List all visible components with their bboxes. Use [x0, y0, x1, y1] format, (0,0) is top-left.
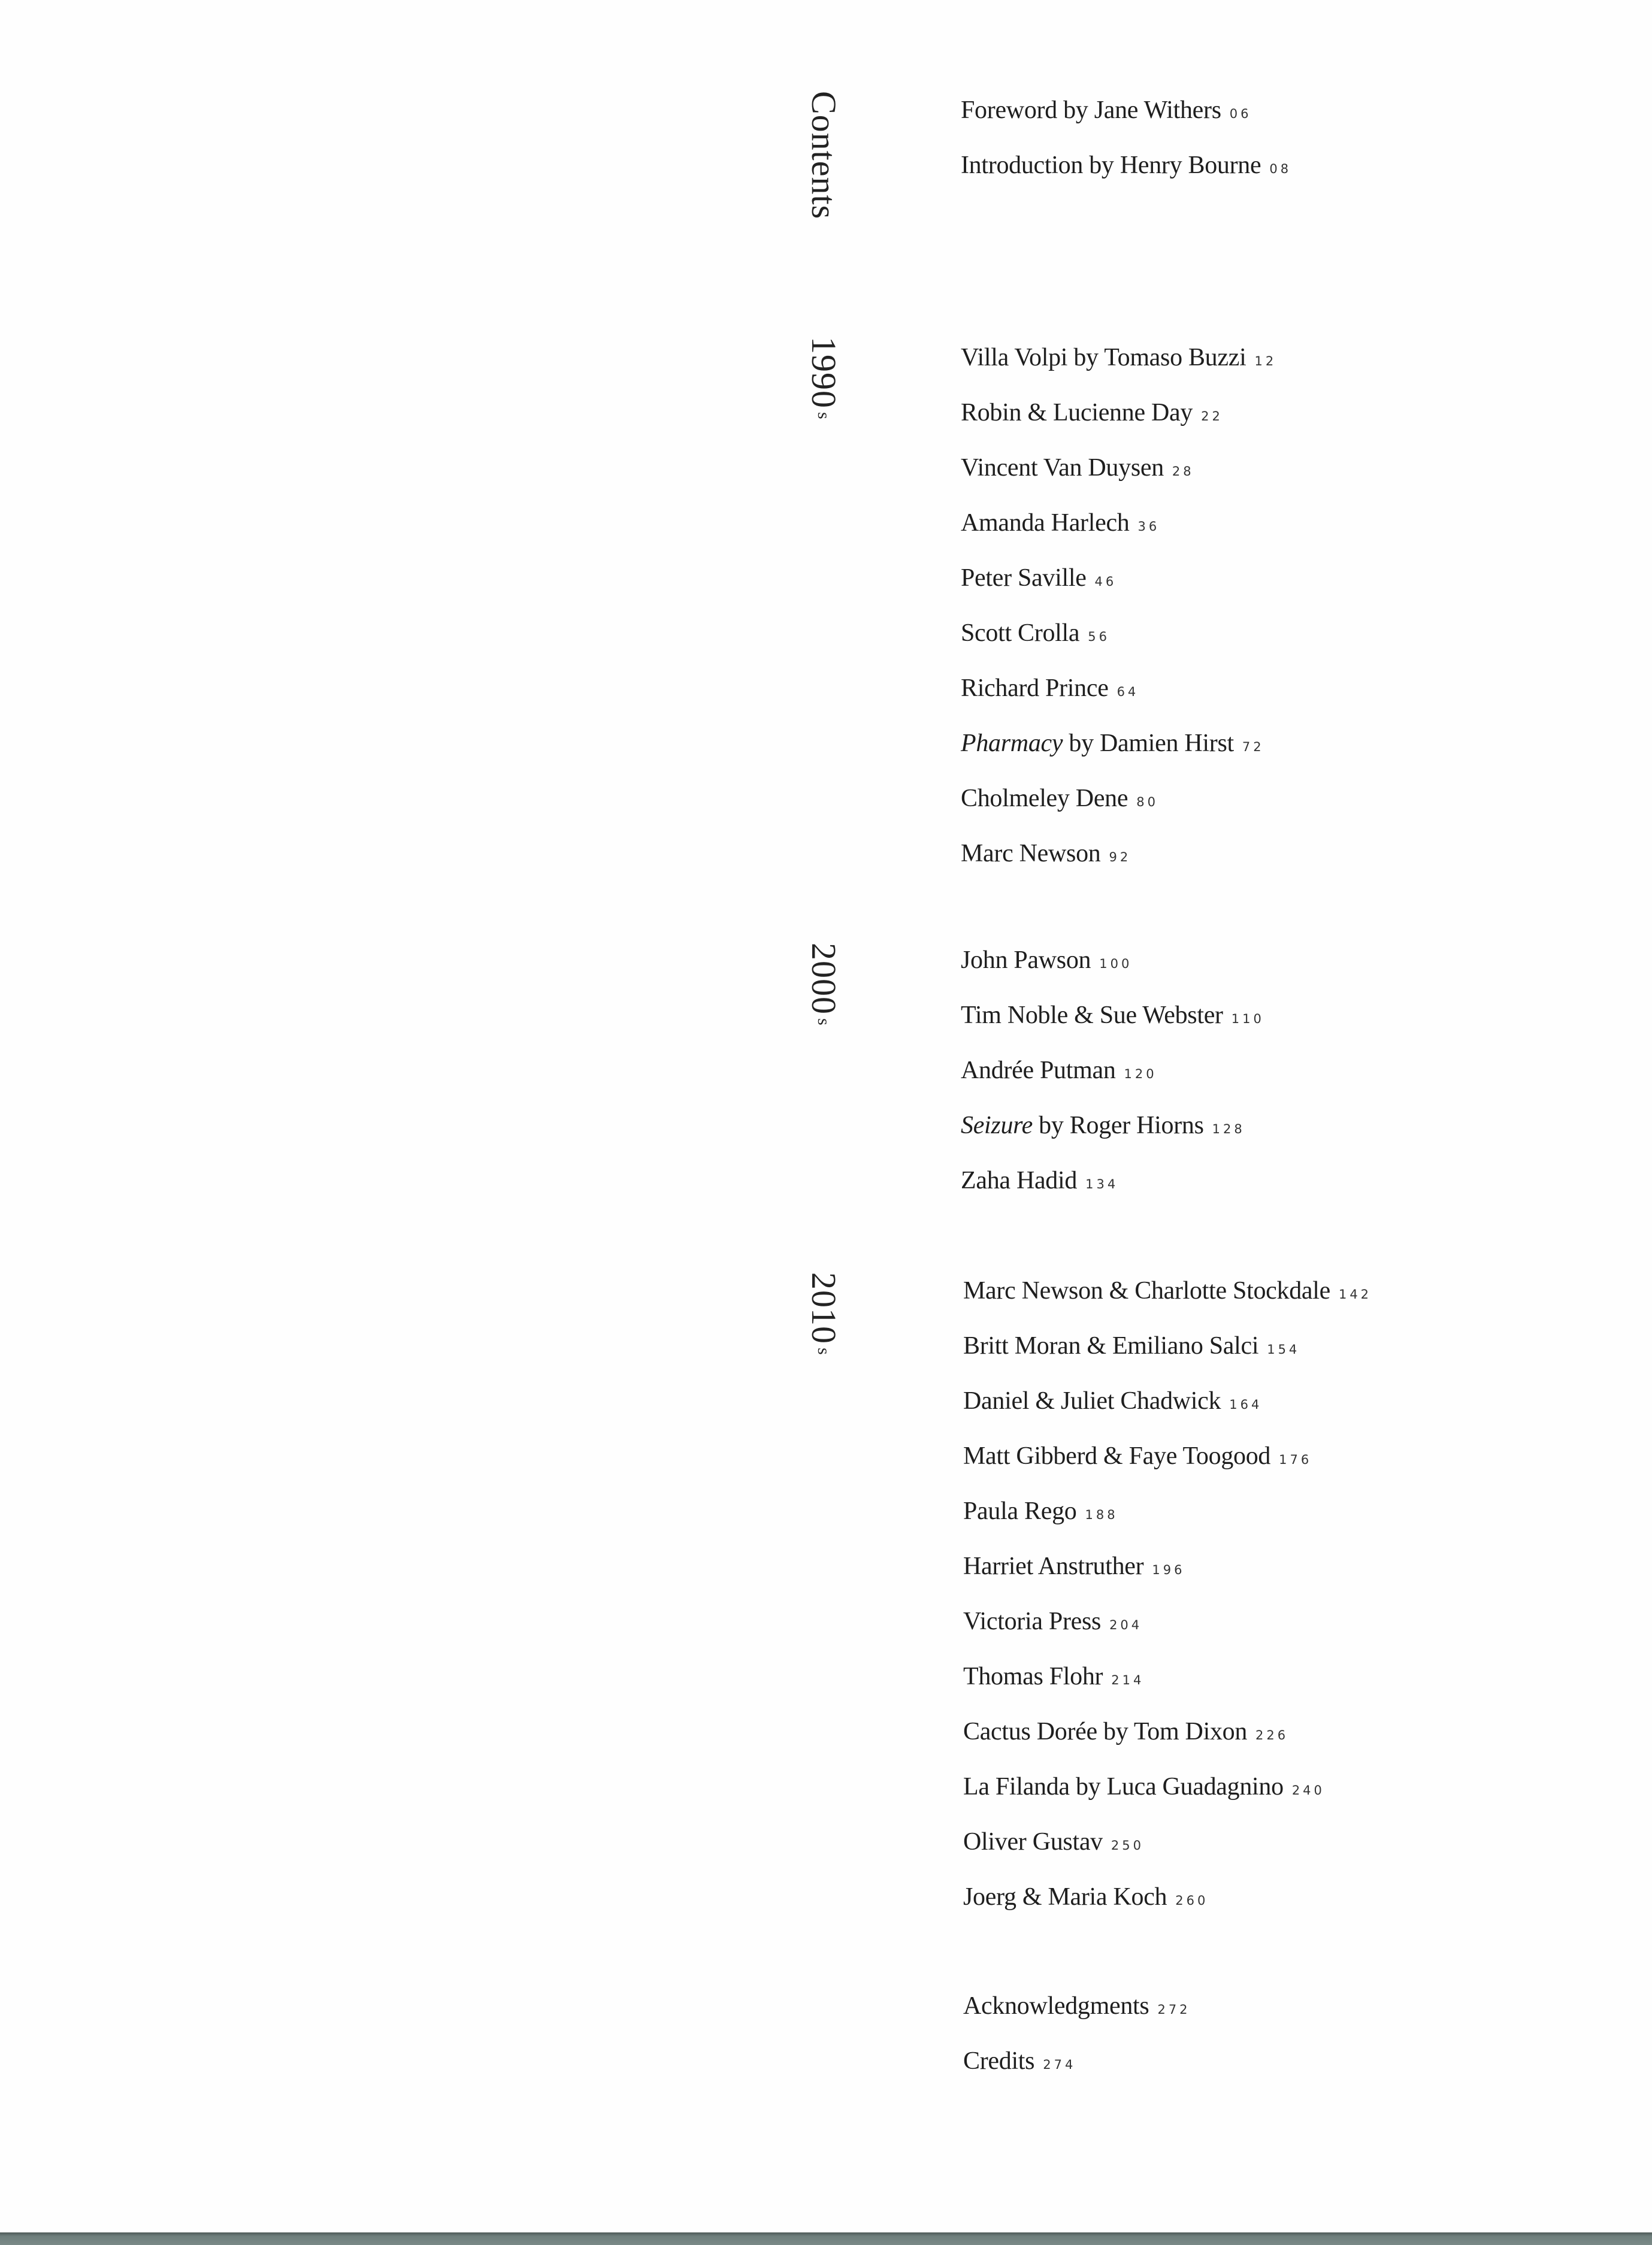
toc-entry	[961, 440, 1276, 495]
toc-entry	[961, 988, 1264, 1043]
toc-entry	[961, 83, 1291, 138]
entry-title: Britt Moran & Emiliano Salci	[963, 1332, 1259, 1360]
entry-title: Andrée Putman	[961, 1057, 1116, 1084]
toc-entry	[963, 1814, 1372, 1869]
heading-suffix: s	[814, 1018, 834, 1026]
page-number: 272	[1157, 2002, 1191, 2017]
entry-title: Scott Crolla	[961, 619, 1080, 647]
page-number: 226	[1255, 1728, 1289, 1742]
page-number: 134	[1085, 1177, 1119, 1191]
toc-entry	[961, 495, 1276, 550]
page-number: 164	[1229, 1397, 1263, 1412]
toc-entry	[961, 661, 1276, 716]
toc-entry	[963, 1704, 1372, 1759]
page-number: 08	[1269, 162, 1292, 176]
page-number: 154	[1267, 1342, 1300, 1357]
heading-suffix: s	[814, 412, 834, 420]
entry-title: Harriet Anstruther	[963, 1553, 1144, 1580]
entry-title: Foreword by Jane Withers	[961, 96, 1221, 124]
toc-entry	[963, 1759, 1372, 1814]
page-number: 22	[1201, 409, 1223, 423]
page-number: 204	[1109, 1618, 1143, 1632]
decade-heading-2010s	[806, 1272, 841, 1356]
toc-entry	[961, 1098, 1264, 1153]
entry-title: Vincent Van Duysen	[961, 454, 1164, 482]
toc-entry	[961, 933, 1264, 988]
toc-entry	[961, 771, 1276, 826]
front-matter-list	[961, 83, 1291, 193]
entry-title: Matt Gibberd & Faye Toogood	[963, 1442, 1271, 1470]
page-number: 72	[1242, 740, 1264, 754]
page-number: 36	[1137, 519, 1160, 534]
entry-title: Paula Rego	[963, 1497, 1077, 1525]
entry-title-rest: by Damien Hirst	[1063, 730, 1234, 757]
toc-entry	[963, 1978, 1191, 2034]
entry-title: Villa Volpi by Tomaso Buzzi	[961, 344, 1246, 371]
toc-entry	[963, 2034, 1191, 2089]
entry-title: Oliver Gustav	[963, 1828, 1103, 1856]
page-number: 128	[1212, 1122, 1245, 1136]
decade-heading-1990s	[806, 337, 841, 420]
page-number: 110	[1231, 1012, 1264, 1026]
heading-text: Contents	[804, 91, 843, 220]
entry-title: Cactus Dorée by Tom Dixon	[963, 1718, 1248, 1745]
entry-title: Joerg & Maria Koch	[963, 1883, 1167, 1911]
page-number: 176	[1279, 1453, 1312, 1467]
entry-title: Amanda Harlech	[961, 509, 1130, 537]
toc-entry	[963, 1594, 1372, 1649]
entry-title: Cholmeley Dene	[961, 785, 1128, 812]
entry-title: La Filanda by Luca Guadagnino	[963, 1773, 1284, 1801]
page-number: 100	[1099, 957, 1133, 971]
toc-entry	[961, 1153, 1264, 1208]
entry-title-rest: by Roger Hiorns	[1032, 1112, 1204, 1139]
toc-entry	[963, 1649, 1372, 1704]
toc-entry	[963, 1539, 1372, 1594]
entry-title-italic: Pharmacy	[961, 730, 1063, 757]
page-number: 240	[1291, 1783, 1325, 1798]
toc-entry	[961, 826, 1276, 881]
toc-entry	[963, 1484, 1372, 1539]
page-number: 64	[1117, 685, 1139, 699]
toc-entry	[961, 138, 1291, 193]
toc-entry	[961, 550, 1276, 606]
toc-entry	[963, 1429, 1372, 1484]
entry-title: Marc Newson	[961, 840, 1101, 867]
toc-entry	[961, 716, 1276, 771]
page-edge-bar	[0, 2232, 1652, 2245]
page-number: 260	[1175, 1893, 1209, 1908]
toc-entry	[963, 1318, 1372, 1373]
entry-title: Victoria Press	[963, 1608, 1102, 1635]
back-matter-list	[963, 1978, 1191, 2089]
entry-title: John Pawson	[961, 946, 1091, 974]
page-number: 46	[1094, 574, 1117, 589]
entry-title: Peter Saville	[961, 564, 1087, 592]
entry-title: Thomas Flohr	[963, 1663, 1103, 1690]
page-number: 214	[1111, 1673, 1145, 1687]
entry-title: Richard Prince	[961, 674, 1109, 702]
entry-title-italic: Seizure	[961, 1112, 1033, 1139]
toc-entry	[961, 1043, 1264, 1098]
page-number: 80	[1136, 795, 1158, 809]
entry-title: Marc Newson & Charlotte Stockdale	[963, 1277, 1330, 1305]
entry-title	[961, 730, 1234, 757]
contents-heading	[806, 91, 841, 219]
page-number: 12	[1254, 354, 1277, 368]
toc-entry	[963, 1263, 1372, 1318]
page-number: 142	[1338, 1287, 1372, 1302]
page-number: 06	[1229, 107, 1252, 121]
page-number: 274	[1043, 2058, 1076, 2072]
entry-title: Zaha Hadid	[961, 1167, 1078, 1194]
entry-title: Tim Noble & Sue Webster	[961, 1002, 1223, 1029]
entry-title	[961, 1112, 1204, 1139]
page-number: 56	[1088, 630, 1110, 644]
entry-title: Acknowledgments	[963, 1992, 1149, 2020]
entry-title: Introduction by Henry Bourne	[961, 152, 1261, 179]
section-1990s-list	[961, 330, 1276, 881]
page-number: 92	[1109, 850, 1131, 864]
heading-text: 2000	[804, 943, 843, 1015]
heading-suffix: s	[814, 1348, 834, 1356]
entry-title: Daniel & Juliet Chadwick	[963, 1387, 1221, 1415]
section-2000s-list	[961, 933, 1264, 1208]
page-number: 188	[1085, 1508, 1118, 1522]
toc-entry	[963, 1869, 1372, 1925]
page-number: 120	[1124, 1067, 1157, 1081]
entry-title: Robin & Lucienne Day	[961, 399, 1193, 426]
toc-entry	[961, 330, 1276, 385]
section-2010s-list	[963, 1263, 1372, 1925]
page-number: 250	[1111, 1838, 1144, 1853]
entry-title: Credits	[963, 2047, 1035, 2075]
toc-entry	[961, 385, 1276, 440]
page-number: 196	[1152, 1563, 1185, 1577]
toc-entry	[963, 1373, 1372, 1429]
page-number: 28	[1172, 464, 1194, 479]
heading-text: 2010	[804, 1272, 843, 1344]
decade-heading-2000s	[806, 943, 841, 1026]
toc-entry	[961, 606, 1276, 661]
heading-text: 1990	[804, 337, 843, 409]
